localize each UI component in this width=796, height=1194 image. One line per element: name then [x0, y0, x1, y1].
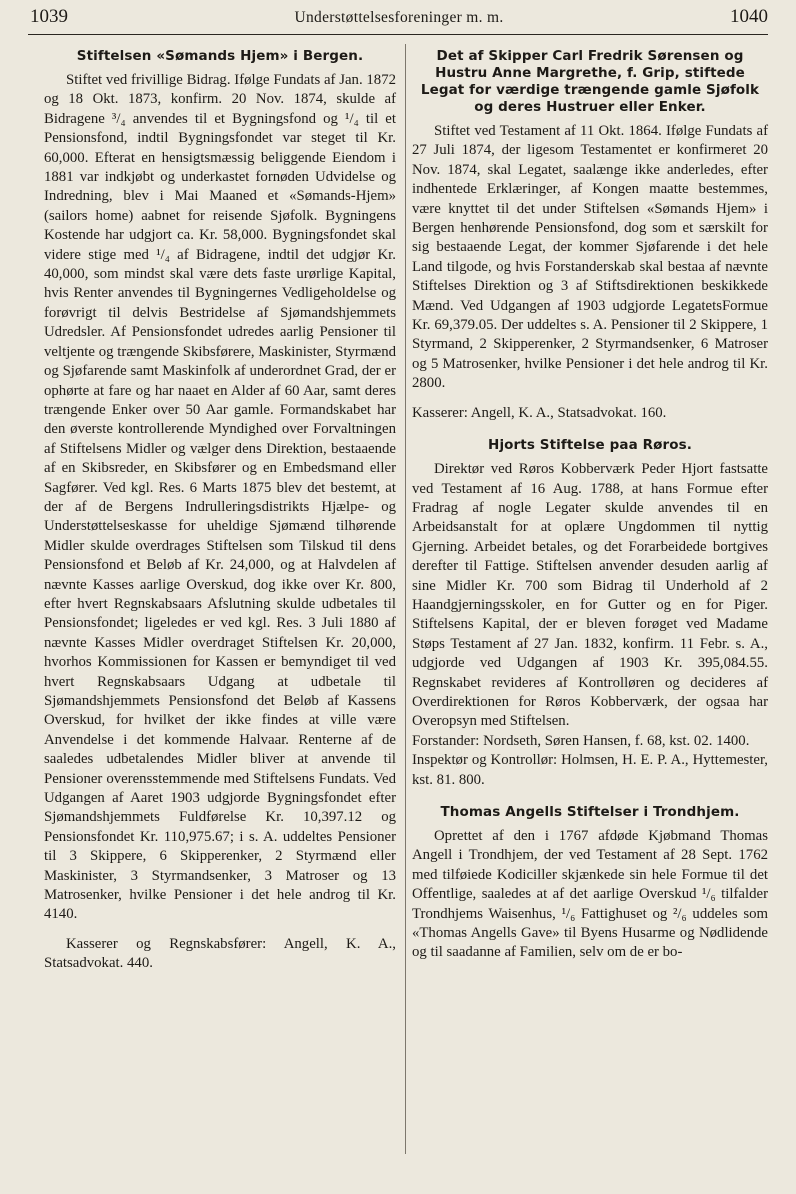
body-paragraph: Oprettet af den i 1767 afdøde Kjøbmand Thomas Angell i Trondhjem, der ved Testament af 28 Sept. 1762 med tilføiede Kodiciller skjænkede sin hele Formue til det Offentlige, saaledes at af det aarlige Overskud ¹/₆ tilfalder Trondhjems Waisenhus, ¹/₆ Fattighuset og ²/₆ uddeles som «Thomas Angells Gave» til Byens Husarme og Nødlidende og til saadanne af Familien, selv om de er bo- — [412, 828, 768, 961]
body-paragraph: Stiftet ved Testament af 11 Okt. 1864. Ifølge Fundats af 27 Juli 1874, der ligesom Testamentet er konfirmeret 20 Nov. 1874, skal Legatet, saalænge ikke anderledes, efter indhentede Erklæringer, af Kongen maatte bestemmes, være knyttet til det under Stiftelsen «Sømands Hjem» i Bergen henhørende Pensionsfond, dog som et særskilt for sig bestaaende Legat, der kommer Sjøfarende i det hele Land tilgode, og hvis Forstanderskab skal bestaa af nævnte Stiftelses Direktion og 3 af Stiftsdirektionen beskikkede Mænd. Ved Udgangen af 1903 udgjorde LegatetsFormue Kr. 69,379.05. Der uddeltes s. A. Pensioner til 2 Skippere, 1 Styrmand, 2 Skipperenker, 2 Styrmandsenker, 6 Matroser og 5 Matrosenker, hvilke Pensioner i det hele androg til Kr. 2800. — [412, 123, 768, 392]
section-heading-somands-hjem: Stiftelsen «Sømands Hjem» i Bergen. — [76, 48, 364, 64]
page-number-right: 1040 — [730, 6, 768, 27]
left-column — [44, 44, 396, 1174]
body-paragraph: Stiftet ved frivillige Bidrag. Ifølge Fundats af Jan. 1872 og 18 Okt. 1873, konfirm. 20 Nov. 1874, skulde af Bidragene ³/₄ anvendes til et Bygningsfond og ¹/₄ til et Pensionsfond, indtil Bygningsfondet var steget til Kr. 60,000. Efterat en hensigtsmæssig beliggende Eiendom i 1881 var indkjøbt og underkastet fornøden Udvidelse og Indredning, blev i Mai Maaned et «Sømands-Hjem» (sailors home) aabnet for reisende Sjøfolk. Bygningens Kostende har udgjort ca. Kr. 58,000. Bygningsfondet skal videre stige med ¹/₄ af Bidragene, indtil det udgjør Kr. 40,000, som mindst skal være dets faste urørlige Kapital, hvis Renter anvendes til Bygningernes Vedligeholdelse og forøvrigt til delvis Bestridelse af Sjømandshjemmets Udredsler. Af Pensionsfondet udredes aarlig Pensioner til veltjente og trængende Skibsførere, Maskinister, Styrmænd og Sjøfarende samt Maskinfolk af underordnet Grad, der er ophørte at fare og har naaet en Alder af 60 Aar, samt deres trængende Enker over 50 Aar gamle. Formandskabet har den øverste kontrollerende Myndighed over Forvaltningen af Stiftelsens Midler og vælger dens Direktion, bestaaende af en Skibsreder, en Skibsfører og en Embedsmand eller Sagfører. Ved kgl. Res. 6 Marts 1875 blev det bestemt, at der af de Bergens Indrulleringsdistrikts Hjælpe- og Understøttelseskasse for uheldige Sjømænd tilhørende Midler skulde overdrages Stiftelsen som Tilskud til dens Pensionsfond et Beløb af Kr. 24,000, og at Halvdelen af nævnte Kasses aarlige Overskud, dog ikke over Kr. 800, efter hvert Regnskabsaars Afslutning skulde udbetales til Pensionsfondet; ligeledes er ved kgl. Res. 3 Juli 1880 af nævnte Kasses Midler overdraget Stiftelsen Kr. 20,000, hvorhos Kommissionen for Kassen er bemyndiget til ved hvert Regnskabsaars Udgang at udbetale til Sjømandshjemmets Pensionsfond det Beløb af Kassens Overskud, for hvilket der ikke findes at ville være Anvendelse i det kommende Halvaar. Renterne af de saaledes udbetalendes Midler bliver at anvende til Pensioner overensstemmende med Stiftelsens Fundats. Ved Udgangen af Aaret 1903 udgjorde Bygningsfondet efter Sjømandshjemmets Fuldførelse Kr. 10,397.12 og Pensionsfondet Kr. 110,975.67; i s. A. uddeltes Pensioner til 3 Skippere, 6 Skipperenker, 2 Styrmænd eller Maskinister, 3 Styrmandsenker, 3 Matroser og 13 Matrosenker, hvilke Pensioner i det hele androg til Kr. 4140. — [44, 72, 396, 923]
page-number-left: 1039 — [30, 6, 68, 27]
right-column — [412, 44, 768, 1174]
section-thomas-angell — [412, 804, 768, 963]
officer-paragraph: Inspektør og Kontrollør: Holmsen, H. E. P. A., Hyttemester, kst. 81. 800. — [412, 752, 768, 788]
officer-paragraph: Kasserer og Regnskabsfører: Angell, K. A., Statsadvokat. 440. — [44, 935, 396, 972]
body-paragraph: Direktør ved Røros Kobberværk Peder Hjort fastsatte ved Testament af 16 Aug. 1788, at hans Formue efter Fradrag af nogle Legater skulde anvendes til en Arbeidsanstalt for at oplære Ungdommen til nyttig Gjerning. Arbeidet betales, og det Forarbeidede bortgives derefter til Fattige. Stiftelsen anvender desuden aarlig af sine Midler Kr. 700 som Bidrag til Underhold af 2 Haandgjerningsskoler, en for Gutter og en for Piger. Stiftelsens Kapital, der er bleven forøget ved Madame Støps Testament af 27 Jan. 1832, konfirm. 11 Febr. s. A., udgjorde ved Udgangen af 1903 Kr. 395,084.55. Regnskabet revideres af Kontrolløren og decideres af Overdirektionen for Røros Kobberværk, der ogsaa har Overopsyn med Stiftelsen. — [412, 461, 768, 730]
running-title: Understøttelsesforeninger m. m. — [294, 9, 504, 26]
running-header — [30, 6, 768, 28]
officer-paragraph: Kasserer: Angell, K. A., Statsadvokat. 160. — [412, 404, 667, 421]
header-rule — [28, 34, 768, 35]
officer-paragraph: Forstander: Nordseth, Søren Hansen, f. 68, kst. 02. 1400. — [412, 732, 750, 749]
column-divider — [405, 44, 406, 1154]
section-heading-thomas-angell: Thomas Angells Stiftelser i Trondhjem. — [440, 804, 740, 820]
section-heading-hjorts-stiftelse: Hjorts Stiftelse paa Røros. — [488, 437, 692, 454]
section-heading-sorensen-legat: Det af Skipper Carl Fredrik Sørensen og Hustru Anne Margrethe, f. Grip, stiftede Legat for værdige trængende gamle Sjøfolk og deres Hustruer eller Enker. — [420, 48, 760, 115]
section-hjorts-stiftelse — [412, 437, 768, 790]
